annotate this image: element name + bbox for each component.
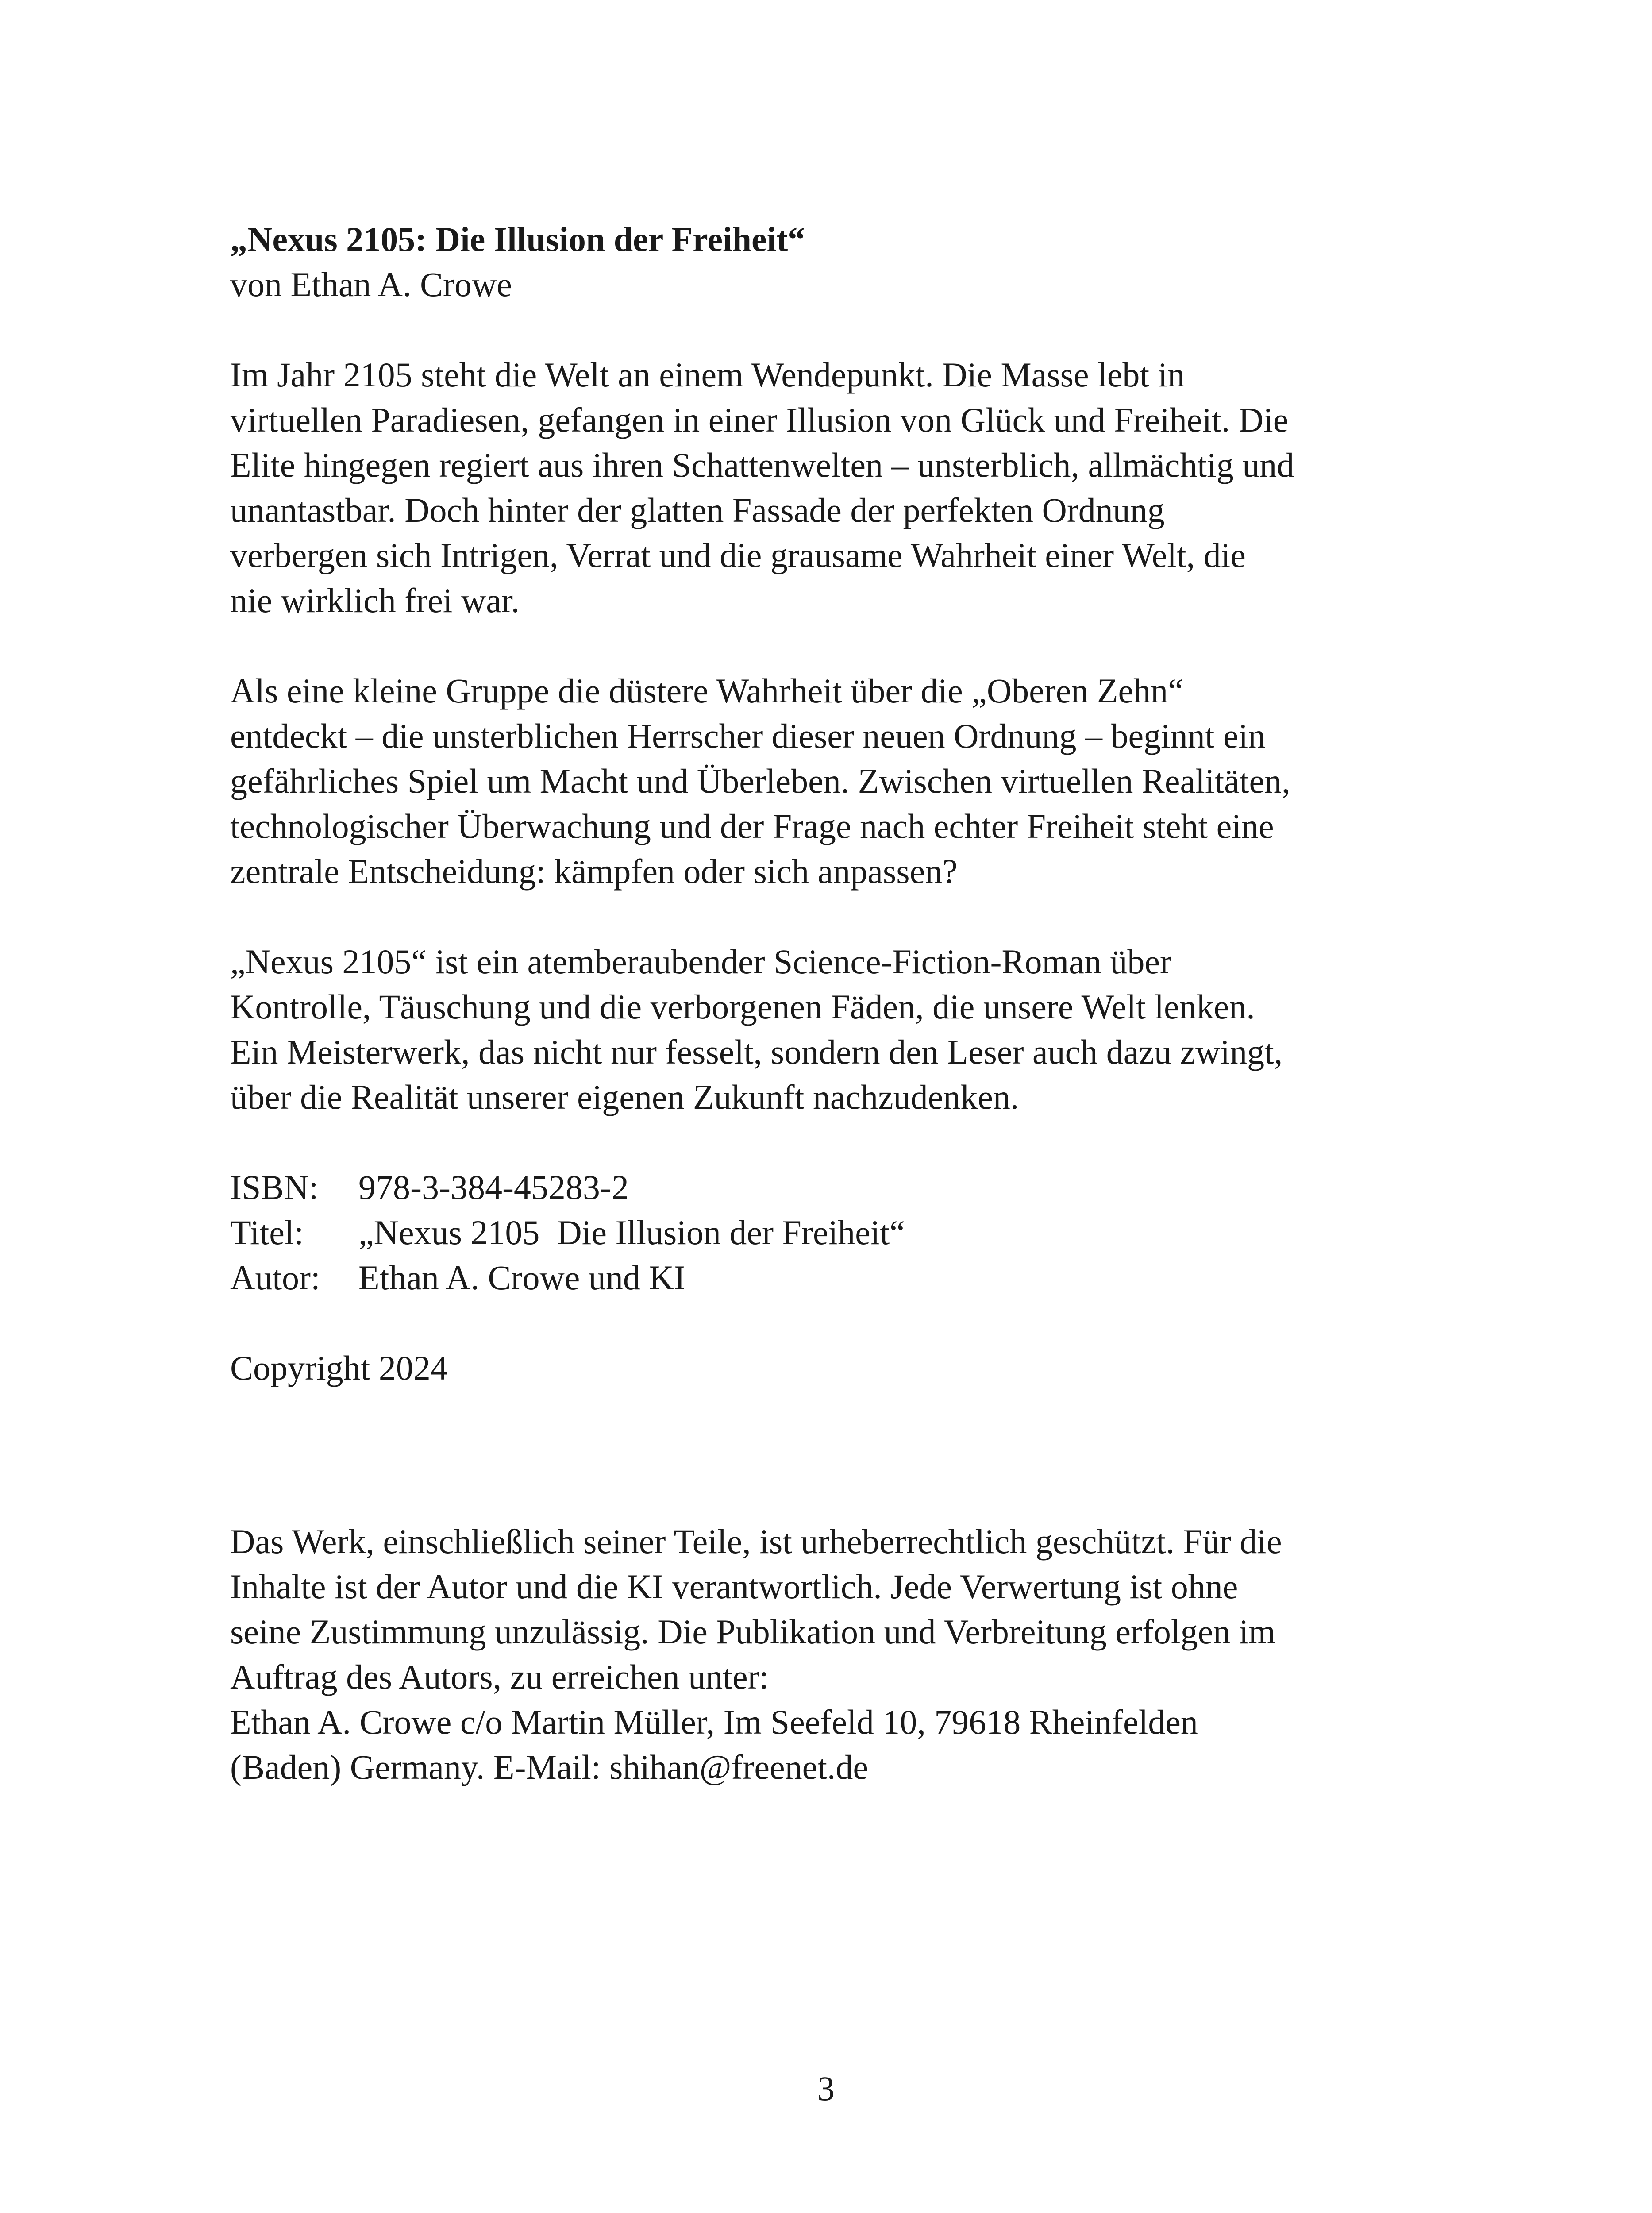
isbn-label: ISBN: <box>230 1168 319 1207</box>
page-number: 3 <box>817 2069 835 2108</box>
author-row <box>230 1255 1452 1300</box>
synopsis-paragraph-3: „Nexus 2105“ ist ein atemberaubender Science-Fiction-Roman über Kontrolle, Täuschung und die verborgenen Fäden, die unsere Welt lenken. Ein Meisterwerk, das nicht nur fesselt, sondern den Leser auch dazu zwingt, über die Realität unserer eigenen Zukunft nachzudenken. <box>230 942 1283 1116</box>
copyright-notice: Copyright 2024 <box>230 1349 448 1387</box>
author-byline: von Ethan A. Crowe <box>230 265 512 304</box>
synopsis-paragraph-2: Als eine kleine Gruppe die düstere Wahrheit über die „Oberen Zehn“ entdeckt – die unsterblichen Herrscher dieser neuen Ordnung – beginnt ein gefährliches Spiel um Macht und Überleben. Zwischen virtuellen Realitäten, technologischer Überwachung und der Frage nach echter Freiheit steht eine zentrale Entscheidung: kämpfen oder sich anpassen? <box>230 671 1290 891</box>
isbn-row <box>230 1165 1452 1210</box>
publication-metadata <box>230 1165 1452 1300</box>
main-content <box>230 217 1452 1391</box>
title-label: Titel: <box>230 1213 304 1252</box>
book-title: „Nexus 2105: Die Illusion der Freiheit“ <box>230 220 805 258</box>
author-value: Ethan A. Crowe und KI <box>358 1258 685 1297</box>
isbn-value: 978-3-384-45283-2 <box>358 1168 629 1207</box>
synopsis-paragraph-1: Im Jahr 2105 steht die Welt an einem Wendepunkt. Die Masse lebt in virtuellen Paradiesen, gefangen in einer Illusion von Glück und Freiheit. Die Elite hingegen regiert aus ihren Schattenwelten – unsterblich, allmächtig und unantastbar. Doch hinter der glatten Fassade der perfekten Ordnung verbergen sich Intrigen, Verrat und die grausame Wahrheit einer Welt, die nie wirklich frei war. <box>230 355 1294 620</box>
title-row <box>230 1210 1452 1255</box>
title-value: „Nexus 2105 Die Illusion der Freiheit“ <box>358 1213 905 1252</box>
legal-notice: Das Werk, einschließlich seiner Teile, ist urheberrechtlich geschützt. Für die Inhalte ist der Autor und die KI verantwortlich. Jede Verwertung ist ohne seine Zustimmung unzulässig. Die Publikation und Verbreitung erfolgen im Auftrag des Autors, zu erreichen unter: Ethan A. Crowe c/o Martin Müller, Im Seefeld 10, 79618 Rheinfelden (Baden) Germany. E-Mail: shihan@freenet.de <box>230 1522 1282 1786</box>
author-label: Autor: <box>230 1258 320 1297</box>
